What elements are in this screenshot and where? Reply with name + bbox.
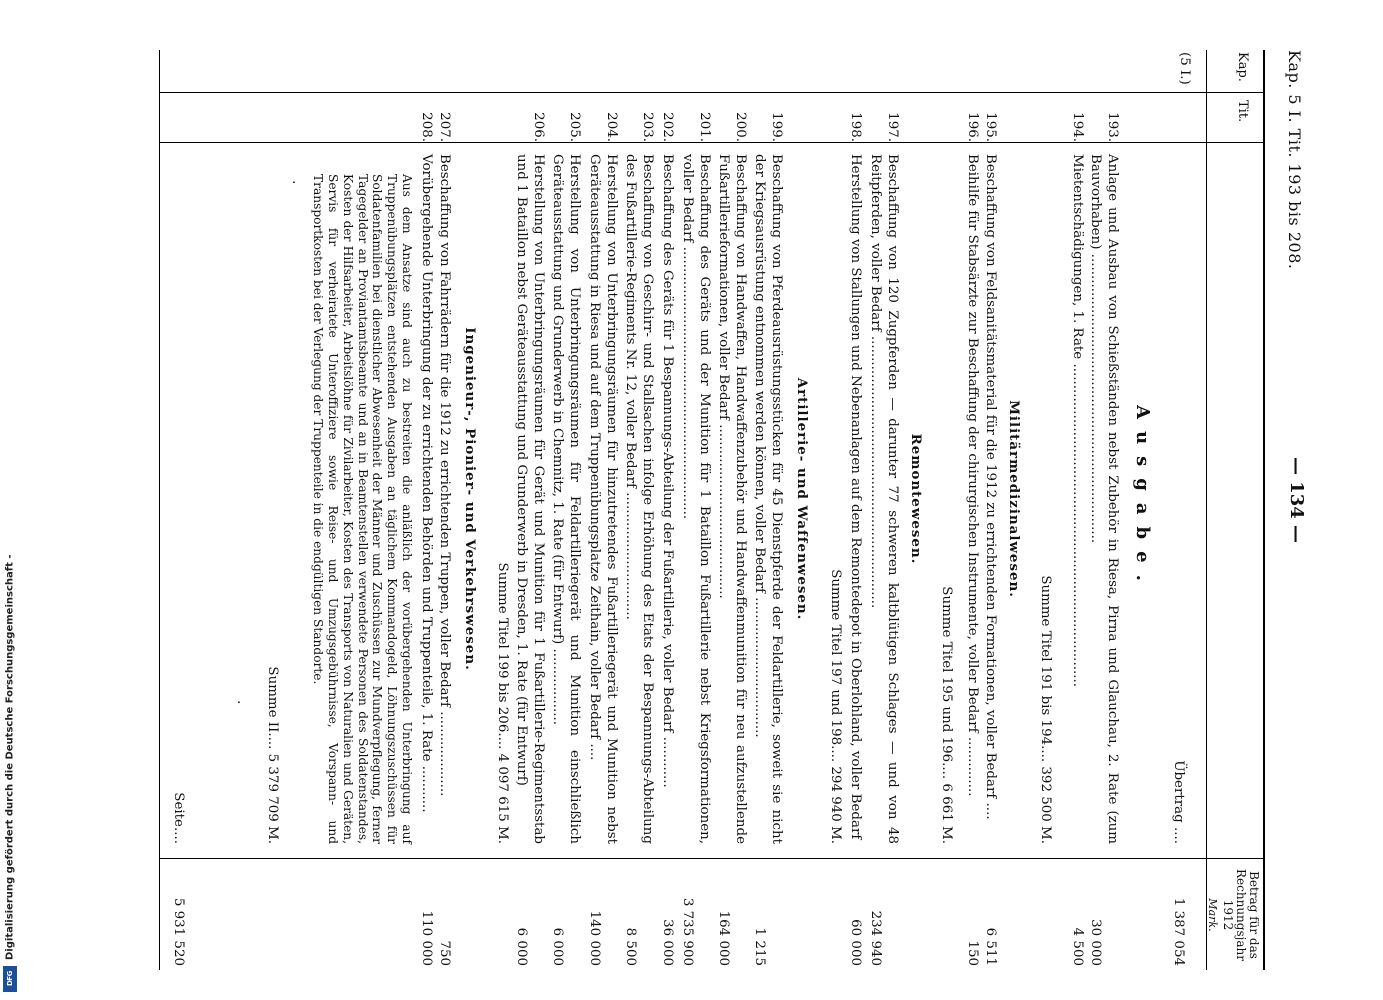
book-page bbox=[80, 0, 1310, 1000]
tit-number: 200. bbox=[733, 112, 748, 142]
column-header-betrag: Betrag für das Rechnungsjahr 1912 bbox=[1221, 869, 1261, 961]
tit-number: 201. bbox=[697, 112, 712, 142]
row-amount: 8 500 bbox=[623, 927, 638, 966]
uebertrag-label: Übertrag .... bbox=[1171, 760, 1186, 844]
row-description: Herstellung von Unterbringungsräumen für Feldartilleriegerät und Munition einschließlich Geräteausstattung und Grunderwerb in Chemnitz, 1. Rate (für Entwurf) .................. bbox=[550, 154, 582, 844]
row-amount: 4 500 bbox=[1070, 927, 1085, 966]
tit-number: 199. bbox=[769, 112, 784, 142]
section-heading: Artillerie- und Waffenwesen. bbox=[794, 377, 810, 621]
tit-number: 208. bbox=[419, 112, 434, 142]
tit-number: 196. bbox=[965, 112, 980, 142]
section-heading: Remontewesen. bbox=[908, 433, 924, 565]
tit-number: 202. bbox=[660, 112, 675, 142]
row-description: Beschaffung des Geräts und der Munition für 1 Bataillon Fußartillerie nebst Kriegsformationen, voller Bedarf ................................................................ bbox=[680, 154, 712, 844]
row-description: Herstellung von Stallungen und Nebenanlagen auf dem Remontedepot in Oberlohland, voller Bedarf bbox=[848, 154, 863, 840]
dfg-funding-notice: Digitalisierung gefördert durch die Deutsche Forschungsgemeinschaft - bbox=[4, 554, 16, 960]
tit-number: 206. bbox=[531, 112, 546, 142]
row-description: Beschaffung von Geschirr- und Stallsachen infolge Erhöhung des Etats der Bespannungs-Abteilung des Fußartillerie-Regiments Nr. 12, voller Bedarf .............................. bbox=[623, 154, 655, 844]
row-amount: 60 000 bbox=[848, 919, 863, 966]
row-description: Beschaffung des Geräts für 1 Bespannungs-Abteilung der Fußartillerie, voller Bedarf ............ bbox=[660, 154, 675, 788]
row-description: Beschaffung von 120 Zugpferden — darunter 77 schweren kaltblütigen Schlages — und von 48 Reitpferden, voller Bedarf ................................................................ bbox=[868, 154, 900, 844]
row-amount: 36 000 bbox=[660, 919, 675, 966]
row-description: Herstellung von Unterbringungsräumen für hinzutretendes Fußartilleriegerät und Munition nebst Geräteausstattung in Riesa und auf dem Truppenübungsplatze Zeithain, voller Bedarf .... bbox=[587, 154, 619, 844]
row-amount: 30 000 bbox=[1088, 919, 1103, 966]
kap-column-divider bbox=[160, 92, 1265, 93]
digitization-sidebar bbox=[0, 0, 22, 1000]
row-amount: 150 bbox=[965, 940, 980, 966]
row-description: Beihilfe für Stabsärzte zur Beschaffung der chirurgischen Instrumente, voller Bedarf .............. bbox=[965, 154, 980, 797]
row-description: Herstellung von Unterbringungsräumen für Gerät und Munition für 1 Fußartillerie-Regimentsstab und 1 Bataillon nebst Geräteausstattung und Grunderwerb in Dresden, 1. Rate (für Entwurf) bbox=[514, 154, 546, 844]
tit-number: 197. bbox=[885, 112, 900, 142]
row-description: Beschaffung von Fahrrädern für die 1912 zu errichtenden Truppen, voller Bedarf .................... bbox=[437, 154, 452, 797]
tit-number: 195. bbox=[983, 112, 998, 142]
summe-line: Summe Titel 195 und 196.... 6 661 M. bbox=[939, 586, 954, 844]
kap-value: (5 I.) bbox=[1177, 52, 1192, 85]
row-amount: 750 bbox=[437, 940, 452, 966]
row-amount: 6 000 bbox=[514, 927, 529, 966]
chapter-heading: Kap. 5 I. Tit. 193 bis 208. bbox=[1285, 50, 1304, 270]
row-description: Vorübergehende Unterbringung der zu errichtenden Behörden und Truppenteile, 1. Rate ........... bbox=[419, 154, 434, 813]
column-header-tit: Tit. bbox=[1235, 100, 1250, 123]
row-amount: 164 000 bbox=[716, 910, 731, 966]
table-top-rule bbox=[1263, 50, 1265, 970]
seite-label: Seite.... bbox=[171, 792, 186, 844]
summe-line: Summe Titel 191 bis 194.... 392 500 M. bbox=[1038, 575, 1053, 844]
table-bottom-rule bbox=[159, 50, 160, 970]
row-amount: 140 000 bbox=[587, 910, 602, 966]
row-description: Beschaffung von Pferdeausrüstungsstücken für 45 Dienstpferde der Feldartillerie, soweit sie nicht der Kriegsausrüstung entnommen werden können, voller Bedarf ................................. bbox=[752, 154, 784, 844]
tit-number: 207. bbox=[437, 112, 452, 142]
row-amount: 1 215 bbox=[752, 927, 767, 966]
amount-column-divider bbox=[160, 858, 1265, 859]
page-number: — 134 — bbox=[1286, 456, 1307, 544]
page-header bbox=[1278, 0, 1308, 1000]
tit-208-note: Aus dem Ansatze sind auch zu bestreiten die anläßlich der vorübergehenden Unterbringung auf Truppenübungsplätzen entstehenden Ausgaben an täglichem Kommandogeld, Löhnungszuschüssen für Soldatenfamilien bei dienstlicher Abwesenheit der Männer und Zuschüssen zur Mundverpflegung, ferner Tagegelder an Proviantamtsbeamte und an in Beamtenstellen verwendete Personen des Soldatenstandes, Kosten der Hilfsarbeiter, Arbeitslöhne für Zivilarbeiter, Kosten des Transports von Naturalien und Geräten, Servis für verheiratete Unteroffiziere sowie Reise- und Umzugsgebührnisse, Vorspann- und Transportkosten bei der Verlegung der Truppenteile in die endgültigen Standorte. bbox=[311, 174, 414, 844]
section-heading: Ingenieur-, Pionier- und Verkehrswesen. bbox=[462, 327, 478, 671]
row-description: Beschaffung von Feldsanitätsmaterial für die 1912 zu errichtenden Formationen, voller Bedarf .... bbox=[983, 154, 998, 820]
row-description: Mietentschädigungen, 1. Rate ............................................................................ bbox=[1070, 154, 1085, 687]
dot-mark: . bbox=[289, 180, 305, 185]
table-header-rule bbox=[1206, 50, 1207, 970]
tit-number: 203. bbox=[640, 112, 655, 142]
section-heading: Militärmedizinalwesen. bbox=[1006, 400, 1022, 598]
row-amount: 234 940 bbox=[868, 910, 883, 966]
seite-amount: 5 931 520 bbox=[171, 897, 186, 966]
tit-number: 205. bbox=[567, 112, 582, 142]
tit-number: 198. bbox=[848, 112, 863, 142]
row-description: Beschaffung von Handwaffen, Handwaffenzubehör und Handwaffenmunition für neu aufzustellende Fußartillerieformationen, voller Bedarf ......................................... bbox=[716, 154, 748, 844]
row-amount: 6 000 bbox=[550, 927, 565, 966]
column-header-mark: Mark. bbox=[1206, 898, 1219, 932]
summe-line: Summe Titel 199 bis 206.... 4 097 615 M. bbox=[495, 562, 510, 844]
row-amount: 110 000 bbox=[419, 910, 434, 966]
dot-mark: . bbox=[234, 700, 250, 705]
ausgabe-heading: Ausgabe. bbox=[1132, 405, 1153, 593]
tit-number: 193. bbox=[1105, 112, 1120, 142]
column-header-kap: Kap. bbox=[1235, 52, 1250, 82]
row-amount: 6 511 bbox=[983, 927, 998, 966]
tit-number: 204. bbox=[604, 112, 619, 142]
dfg-logo-icon: DFG bbox=[3, 966, 17, 992]
summe-line: Summe II.... 5 379 709 M. bbox=[265, 666, 280, 844]
uebertrag-amount: 1 387 054 bbox=[1171, 897, 1186, 966]
tit-column-divider bbox=[160, 142, 1265, 143]
tit-number: 194. bbox=[1070, 112, 1085, 142]
row-description: Anlage und Ausbau von Schießständen nebst Zubehör in Riesa, Pirna und Glauchau, 2. Rate (zum Bauvorhaben) .................................................................... bbox=[1088, 154, 1120, 844]
summe-line: Summe Titel 197 und 198.... 294 940 M. bbox=[828, 569, 843, 844]
row-amount: 3 735 900 bbox=[680, 897, 695, 966]
